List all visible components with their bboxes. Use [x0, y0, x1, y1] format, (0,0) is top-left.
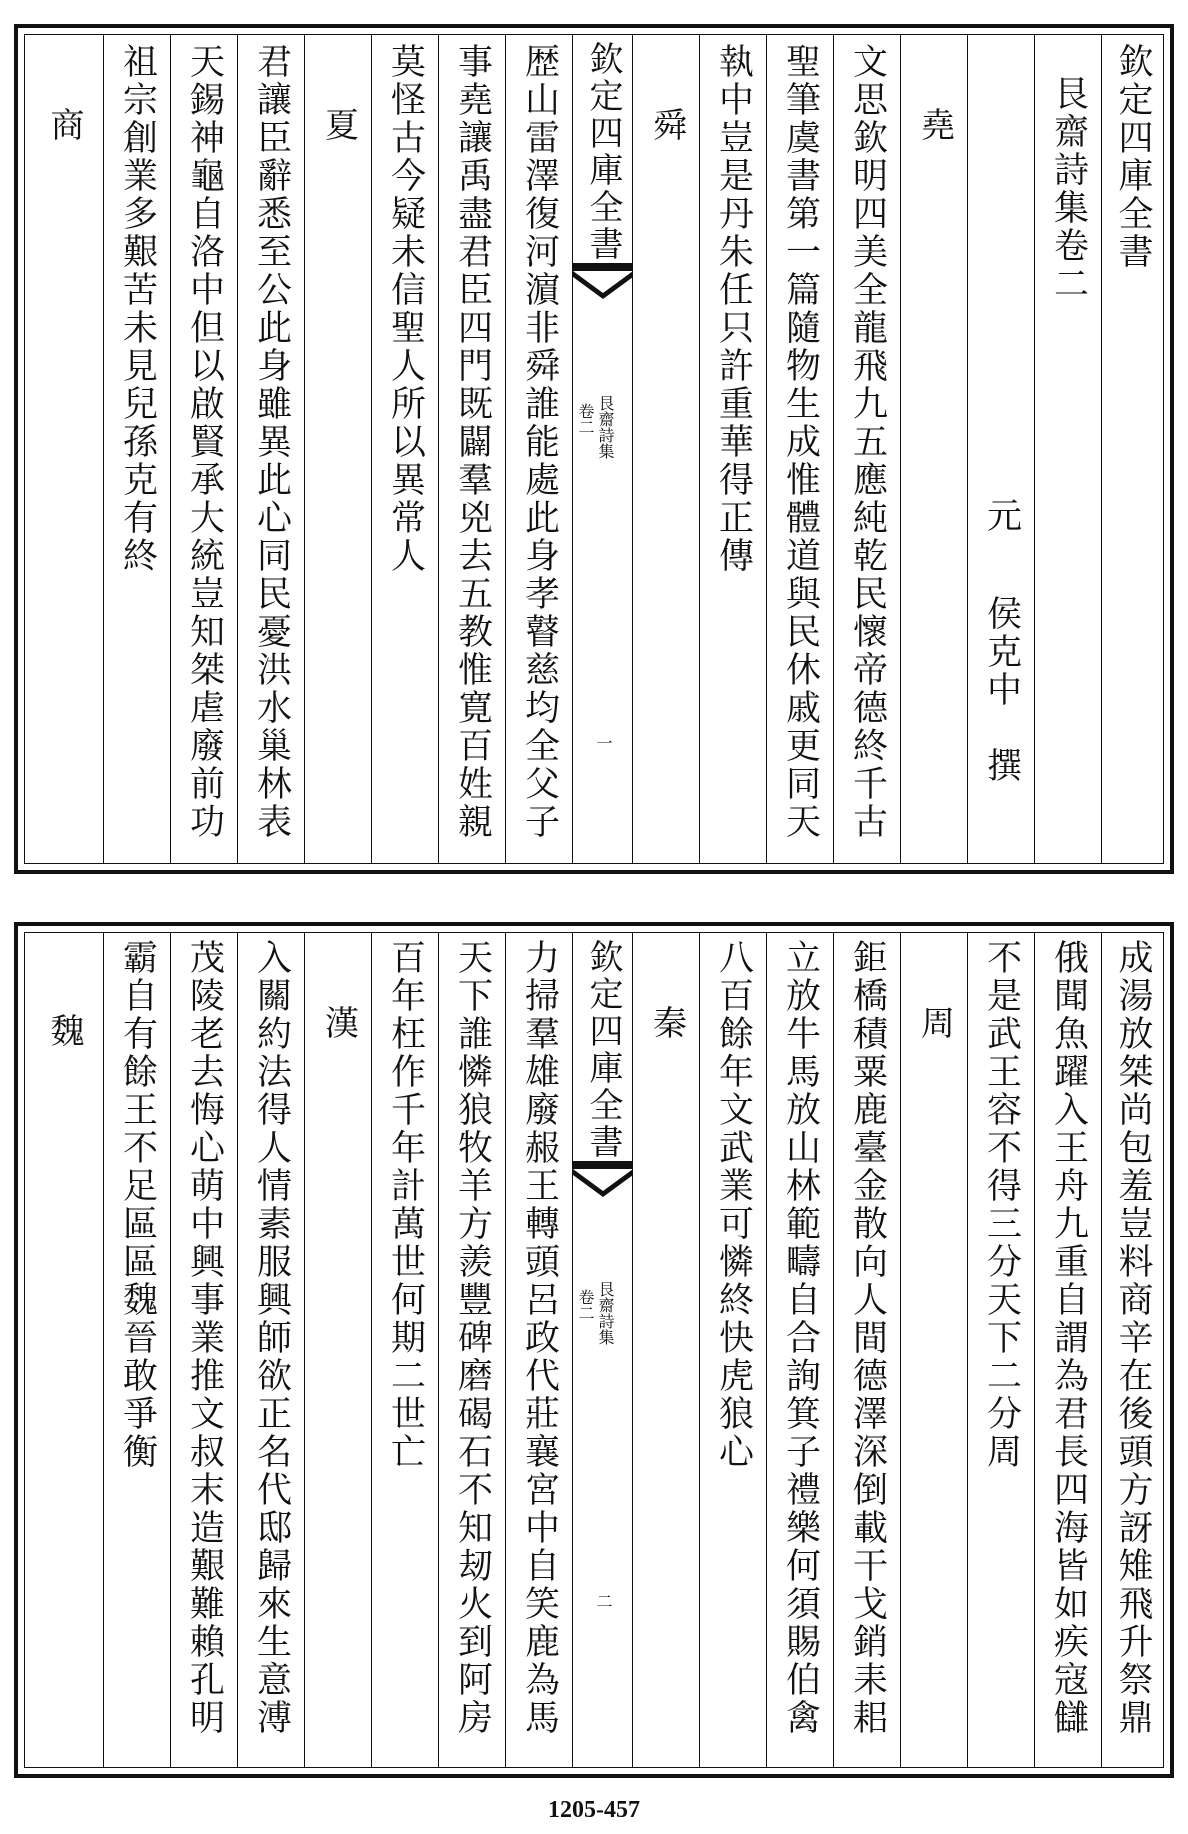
volume-title-column	[1034, 35, 1102, 863]
dynasty: 元	[981, 497, 1022, 535]
verse-line: 入關約法得人情素服興師欲正名代邸歸來生意溥	[251, 939, 292, 1737]
verse-line: 八百餘年文武業可憐終快虎狼心	[713, 939, 754, 1471]
verse-line: 茂陵老去悔心萌中興事業推文叔末造艱難賴孔明	[184, 939, 225, 1737]
verse-column	[699, 35, 767, 863]
poem-heading: 夏	[318, 107, 359, 144]
verse-line: 天下誰憐狼牧羊方羨豐碑磨碣石不知刼火到阿房	[452, 939, 493, 1737]
poem-heading-column	[900, 933, 968, 1767]
top-leaf	[14, 24, 1174, 874]
verse-column	[237, 35, 305, 863]
verse-column	[371, 35, 439, 863]
banner-short-title: 艮齋詩集	[596, 395, 615, 459]
fish-tail-mark	[573, 1161, 633, 1197]
verse-column	[1034, 933, 1102, 1767]
verse-line: 霸自有餘王不足區區魏晉敢爭衡	[117, 939, 158, 1471]
verse-line: 鉅橋積粟鹿臺金散向人間德澤深倒載干戈銷耒耜	[847, 939, 888, 1737]
verse-line: 俄聞魚躍入王舟九重自謂為君長四海皆如疾寇讎	[1048, 939, 1089, 1737]
verse-column	[967, 933, 1035, 1767]
verse-line: 百年枉作千年計萬世何期二世亡	[385, 939, 426, 1471]
banner-juan: 卷二	[576, 403, 595, 435]
poem-heading-column	[304, 35, 372, 863]
verse-column	[505, 933, 573, 1767]
verse-line: 力掃羣雄廢赧王轉頭呂政代莊襄宮中自笑鹿為馬	[519, 939, 560, 1737]
poem-heading: 秦	[646, 1005, 687, 1042]
center-banner	[572, 933, 633, 1767]
verse-line: 歴山雷澤復河濵非舜誰能處此身孝瞽慈均全父子	[519, 43, 560, 841]
verse-column	[170, 933, 238, 1767]
poem-heading-column	[632, 35, 700, 863]
verse-line: 君讓臣辭悉至公此身雖異此心同民憂洪水巢林表	[251, 43, 292, 841]
verse-column	[1101, 933, 1164, 1767]
verse-column	[371, 933, 439, 1767]
poem-heading-column	[25, 35, 103, 863]
verse-line: 執中豈是丹朱任只許重華得正傳	[713, 43, 754, 575]
poem-heading: 商	[44, 107, 84, 144]
poem-heading: 堯	[914, 107, 955, 144]
top-leaf-frame	[24, 34, 1164, 864]
verse-column	[170, 35, 238, 863]
banner-book-title: 欽定四庫全書	[583, 41, 623, 263]
verse-line: 成湯放桀尚包羞豈料商辛在後頭方訝雉飛升祭鼎	[1113, 939, 1153, 1737]
verse-column	[833, 933, 901, 1767]
verse-column	[766, 35, 834, 863]
verse-column	[766, 933, 834, 1767]
verse-line: 天錫神龜自洛中但以啟賢承大統豈知桀虐廢前功	[184, 43, 225, 841]
poem-heading-column	[900, 35, 968, 863]
author-column	[967, 35, 1035, 863]
poem-heading-column	[25, 933, 103, 1767]
bottom-leaf	[14, 922, 1174, 1778]
verse-line: 文思欽明四美全龍飛九五應純乾民懷帝德終千古	[847, 43, 888, 841]
page-number: 1205-457	[548, 1797, 640, 1823]
banner-leaf-number: 一	[594, 735, 613, 751]
verse-line: 事堯讓禹盡君臣四門既闢羣兇去五教惟寛百姓親	[452, 43, 493, 841]
verse-line: 不是武王容不得三分天下二分周	[981, 939, 1022, 1471]
banner-leaf-number: 二	[594, 1593, 613, 1609]
poem-heading: 漢	[318, 1005, 359, 1042]
verse-line: 立放牛馬放山林範疇自合詢箕子禮樂何須賜伯禽	[780, 939, 821, 1737]
author: 侯克中 撰	[981, 595, 1022, 785]
bottom-leaf-frame	[24, 932, 1164, 1768]
verse-column	[237, 933, 305, 1767]
banner-juan: 卷二	[576, 1289, 595, 1321]
poem-heading: 舜	[646, 107, 687, 144]
poem-heading: 周	[914, 1005, 955, 1042]
verse-column	[699, 933, 767, 1767]
volume-title: 艮齋詩集卷二	[1048, 75, 1089, 303]
verse-line: 聖筆虞書第一篇隨物生成惟體道與民休戚更同天	[780, 43, 821, 841]
poem-heading: 魏	[44, 1013, 84, 1050]
center-banner	[572, 35, 633, 863]
verse-column	[438, 35, 506, 863]
verse-line: 祖宗創業多艱苦未見兒孫克有終	[117, 43, 158, 575]
verse-column	[103, 35, 171, 863]
verse-line: 莫怪古今疑未信聖人所以異常人	[385, 43, 426, 575]
banner-book-title: 欽定四庫全書	[583, 939, 623, 1161]
poem-heading-column	[304, 933, 372, 1767]
book-title: 欽定四庫全書	[1113, 43, 1153, 271]
poem-heading-column	[632, 933, 700, 1767]
book-title-column	[1101, 35, 1164, 863]
banner-short-title: 艮齋詩集	[596, 1281, 615, 1345]
verse-column	[505, 35, 573, 863]
fish-tail-mark	[573, 263, 633, 299]
verse-column	[438, 933, 506, 1767]
verse-column	[103, 933, 171, 1767]
verse-column	[833, 35, 901, 863]
